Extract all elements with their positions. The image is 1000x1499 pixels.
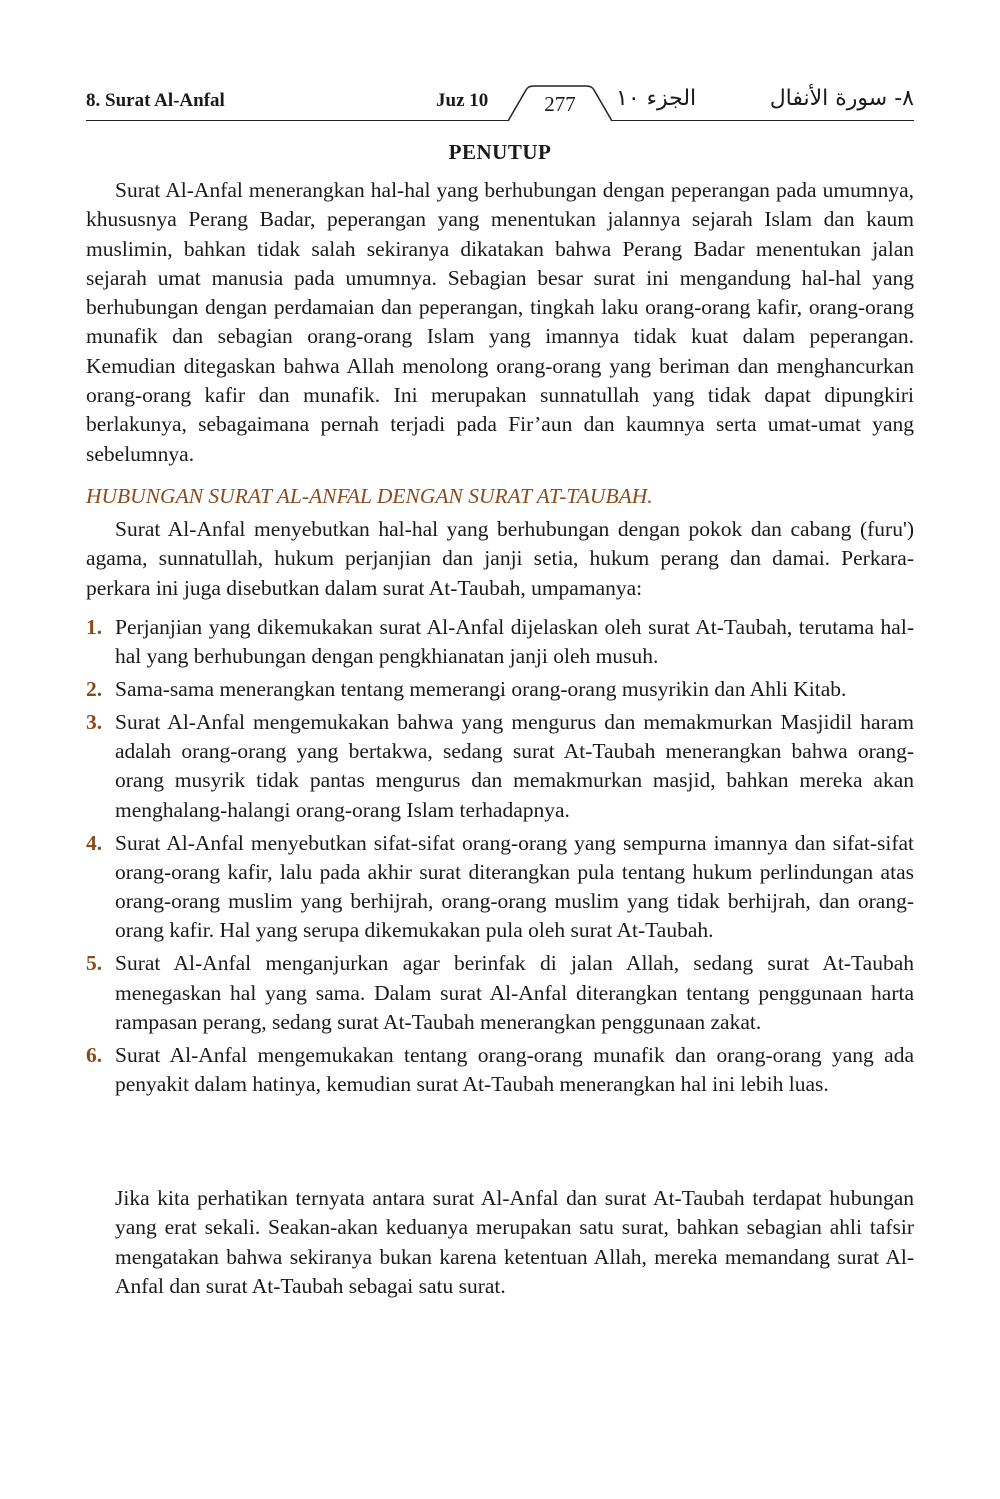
list-item-text: Sama-sama menerangkan tentang memerangi orang-orang musyrikin dan Ahli Kitab.: [115, 677, 847, 702]
header-juz-arabic: الجزء ١٠: [616, 86, 697, 111]
list-item-number: 5.: [86, 951, 103, 976]
running-header: [86, 84, 914, 124]
paragraph-penutup: Surat Al-Anfal menerangkan hal-hal yang berhubungan dengan peperangan pada umumnya, khususnya Perang Badar, peperangan yang menentukan jalannya sejarah Islam dan kaum muslimin, bahkan tidak salah sekiranya dikatakan bahwa Perang Badar menentukan jalan sejarah umat manusia pada umumnya. Sebagian besar surat ini mengandung hal-hal yang berhubungan dengan perdamaian dan peperangan, tingkah laku orang-orang kafir, orang-orang munafik dan sebagian orang-orang Islam yang imannya tidak kuat dalam peperangan. Kemudian ditegaskan bahwa Allah menolong orang-orang yang beriman dan menghancurkan orang-orang kafir dan munafik. Ini merupakan sunnatullah yang tidak dapat dipungkiri berlakunya, sebagaimana pernah terjadi pada Fir’aun dan kaumnya serta umat-umat yang sebelumnya.: [86, 178, 914, 466]
list-item-number: 1.: [86, 615, 103, 639]
list-item-number: 6.: [86, 1042, 103, 1067]
list-item-number: 3.: [86, 709, 103, 734]
list-item-number: 4.: [86, 830, 103, 855]
paragraph-conclusion: Jika kita perhatikan ternyata antara surat Al-Anfal dan surat At-Taubah terdapat hubungan yang erat sekali. Seakan-akan keduanya merupakan satu surat, bahkan sebagian ahli tafsir mengatakan bahwa sekiranya bukan karena ketentuan Allah, mereka memandang surat Al-Anfal dan surat At-Taubah sebagai satu surat.: [115, 1186, 914, 1298]
subheading: HUBUNGAN SURAT AL-ANFAL DENGAN SURAT AT-TAUBAH.: [86, 484, 653, 508]
list-item: [86, 949, 914, 1037]
section-title: PENUTUP: [448, 140, 552, 164]
header-surah-latin: 8. Surat Al-Anfal: [86, 90, 225, 111]
list-item-text: Surat Al-Anfal mengemukakan tentang orang-orang munafik dan orang-orang yang ada penyakit dalam hatinya, kemudian surat At-Taubah menerangkan hal ini lebih luas.: [115, 1042, 914, 1096]
header-rule: [86, 120, 914, 121]
list-item-number: 2.: [86, 677, 103, 702]
numbered-list: [86, 613, 914, 1103]
header-juz-latin: Juz 10: [436, 90, 489, 111]
list-item-text: Surat Al-Anfal menyebutkan sifat-sifat orang-orang yang sempurna imannya dan sifat-sifat orang-orang kafir, lalu pada akhir surat diterangkan pula tentang hukum perlindungan atas orang-orang muslim yang berhijrah, orang-orang muslim yang tidak berhijrah, dan orang-orang kafir. Hal yang serupa dikemukakan pula oleh surat At-Taubah.: [115, 830, 914, 943]
paragraph-hubungan: Surat Al-Anfal menyebutkan hal-hal yang berhubungan dengan pokok dan cabang (furu') agama, sunnatullah, hukum perjanjian dan janji setia, hukum perang dan damai. Perkara-perkara ini juga disebutkan dalam surat At-Taubah, umpamanya:: [86, 517, 914, 600]
list-item: [86, 708, 914, 825]
list-item: [86, 613, 914, 672]
page-number: 277: [544, 92, 576, 116]
list-item: [86, 829, 914, 946]
list-item: [86, 675, 914, 704]
header-surah-arabic: ٨- سورة الأنفال: [769, 86, 914, 111]
list-item-text: Surat Al-Anfal menganjurkan agar berinfak di jalan Allah, sedang surat At-Taubah menegaskan hal yang sama. Dalam surat Al-Anfal diterangkan tentang penggunaan harta rampasan perang, sedang surat At-Taubah menerangkan penggunaan zakat.: [115, 951, 914, 1034]
list-item-text: Surat Al-Anfal mengemukakan bahwa yang mengurus dan memakmurkan Masjidil haram adalah orang-orang yang bertakwa, sedang surat At-Taubah menerangkan bahwa orang-orang musyrik tidak pantas mengurus dan memakmurkan masjid, bahkan mereka akan menghalang-halangi orang-orang Islam terhadapnya.: [115, 709, 914, 822]
list-item: [86, 1041, 914, 1100]
list-item-text: Perjanjian yang dikemukakan surat Al-Anfal dijelaskan oleh surat At-Taubah, terutama hal-hal yang berhubungan dengan pengkhianatan janji oleh musuh.: [115, 615, 914, 669]
